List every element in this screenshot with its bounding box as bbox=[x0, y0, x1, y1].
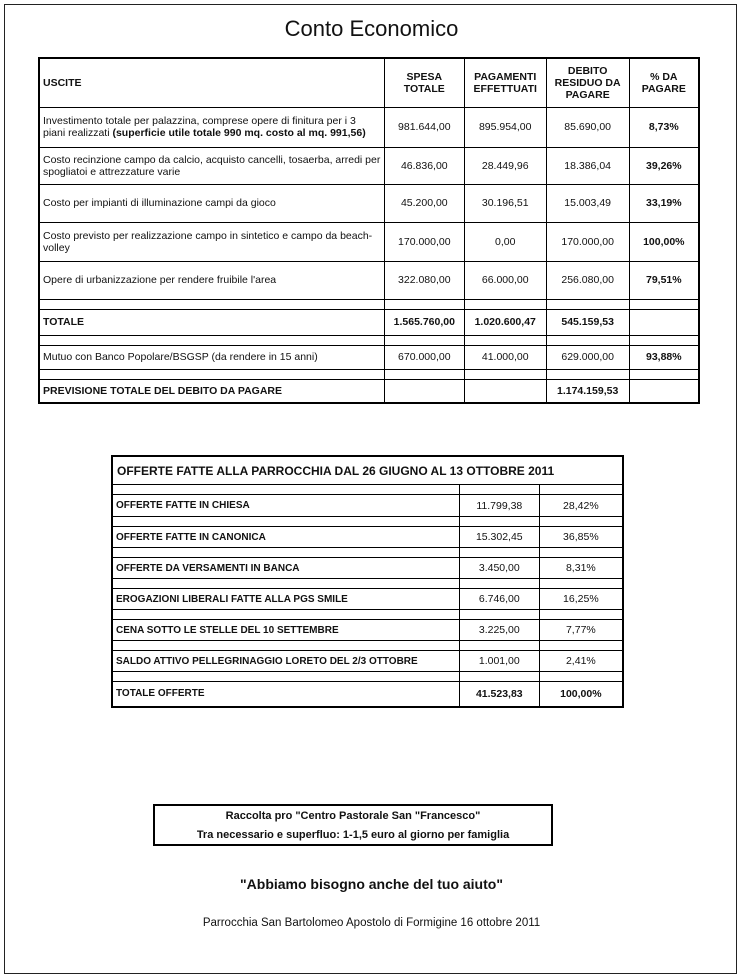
mutuo-pagamenti: 41.000,00 bbox=[464, 345, 546, 369]
table-row bbox=[112, 495, 623, 517]
offerta-label: CENA SOTTO LE STELLE DEL 10 SETTEMBRE bbox=[112, 620, 459, 641]
row-label-bold: (superficie utile totale 990 mq. costo al mq. 991,56) bbox=[112, 127, 366, 139]
previsione-debito: 1.174.159,53 bbox=[546, 379, 629, 403]
totale-debito: 545.159,53 bbox=[546, 309, 629, 335]
offerta-amount: 6.746,00 bbox=[459, 589, 539, 610]
header-perc: % DA PAGARE bbox=[629, 58, 699, 107]
row-debito: 170.000,00 bbox=[546, 222, 629, 261]
row-perc: 39,26% bbox=[629, 147, 699, 184]
offerte-totale-row bbox=[112, 682, 623, 707]
row-label: Costo recinzione campo da calcio, acquisto cancelli, tosaerba, arredi per spogliatoi e attrezzature varie bbox=[39, 147, 384, 184]
table-row bbox=[39, 107, 699, 147]
mutuo-label: Mutuo con Banco Popolare/BSGSP (da rendere in 15 anni) bbox=[39, 345, 384, 369]
offerta-label: OFFERTE FATTE IN CHIESA bbox=[112, 495, 459, 517]
previsione-row bbox=[39, 379, 699, 403]
row-spesa: 981.644,00 bbox=[384, 107, 464, 147]
spacer-row bbox=[112, 610, 623, 620]
offerte-totale-perc: 100,00% bbox=[539, 682, 623, 707]
table-row bbox=[112, 527, 623, 548]
table-row bbox=[39, 261, 699, 299]
offerte-table bbox=[111, 455, 624, 708]
table-row bbox=[39, 184, 699, 222]
offerta-amount: 15.302,45 bbox=[459, 527, 539, 548]
row-debito: 256.080,00 bbox=[546, 261, 629, 299]
uscite-header-row bbox=[39, 58, 699, 107]
row-spesa: 45.200,00 bbox=[384, 184, 464, 222]
row-label: Costo previsto per realizzazione campo in sintetico e campo da beach-volley bbox=[39, 222, 384, 261]
spacer-row bbox=[39, 299, 699, 309]
raccolta-line1: Raccolta pro "Centro Pastorale San "Francesco" bbox=[225, 810, 481, 822]
offerte-totale-label: TOTALE OFFERTE bbox=[112, 682, 459, 707]
table-row bbox=[39, 222, 699, 261]
row-spesa: 322.080,00 bbox=[384, 261, 464, 299]
row-spesa: 46.836,00 bbox=[384, 147, 464, 184]
offerta-label: SALDO ATTIVO PELLEGRINAGGIO LORETO DEL 2/3 OTTOBRE bbox=[112, 651, 459, 672]
offerta-label: OFFERTE DA VERSAMENTI IN BANCA bbox=[112, 558, 459, 579]
table-row bbox=[112, 651, 623, 672]
row-perc: 100,00% bbox=[629, 222, 699, 261]
offerta-label: EROGAZIONI LIBERALI FATTE ALLA PGS SMILE bbox=[112, 589, 459, 610]
row-debito: 15.003,49 bbox=[546, 184, 629, 222]
spacer-row bbox=[112, 548, 623, 558]
row-label: Investimento totale per palazzina, comprese opere di finitura per i 3 piani realizzati (superficie utile totale 990 mq. costo al mq. 991,56) bbox=[39, 107, 384, 147]
footer-text: Parrocchia San Bartolomeo Apostolo di Formigine 16 ottobre 2011 bbox=[202, 917, 541, 929]
offerte-title: OFFERTE FATTE ALLA PARROCCHIA DAL 26 GIUGNO AL 13 OTTOBRE 2011 bbox=[112, 456, 623, 485]
offerte-totale-amount: 41.523,83 bbox=[459, 682, 539, 707]
totale-spesa: 1.565.760,00 bbox=[384, 309, 464, 335]
mutuo-spesa: 670.000,00 bbox=[384, 345, 464, 369]
table-row bbox=[112, 620, 623, 641]
offerta-perc: 28,42% bbox=[539, 495, 623, 517]
uscite-table bbox=[38, 57, 700, 404]
spacer-row bbox=[112, 579, 623, 589]
totale-row bbox=[39, 309, 699, 335]
offerta-perc: 2,41% bbox=[539, 651, 623, 672]
row-label: Opere di urbanizzazione per rendere fruibile l'area bbox=[39, 261, 384, 299]
row-perc: 79,51% bbox=[629, 261, 699, 299]
header-uscite: USCITE bbox=[39, 58, 384, 107]
appeal-text: "Abbiamo bisogno anche del tuo aiuto" bbox=[240, 876, 503, 892]
mutuo-perc: 93,88% bbox=[629, 345, 699, 369]
spacer-row bbox=[112, 485, 623, 495]
row-spesa: 170.000,00 bbox=[384, 222, 464, 261]
previsione-label: PREVISIONE TOTALE DEL DEBITO DA PAGARE bbox=[39, 379, 384, 403]
spacer-row bbox=[112, 641, 623, 651]
row-label: Costo per impianti di illuminazione campi da gioco bbox=[39, 184, 384, 222]
totale-pagamenti: 1.020.600,47 bbox=[464, 309, 546, 335]
raccolta-box bbox=[153, 804, 553, 846]
table-row bbox=[112, 558, 623, 579]
row-pagamenti: 30.196,51 bbox=[464, 184, 546, 222]
offerta-label: OFFERTE FATTE IN CANONICA bbox=[112, 527, 459, 548]
offerta-perc: 36,85% bbox=[539, 527, 623, 548]
row-perc: 33,19% bbox=[629, 184, 699, 222]
mutuo-debito: 629.000,00 bbox=[546, 345, 629, 369]
row-debito: 18.386,04 bbox=[546, 147, 629, 184]
row-pagamenti: 28.449,96 bbox=[464, 147, 546, 184]
header-debito: DEBITO RESIDUO DA PAGARE bbox=[546, 58, 629, 107]
raccolta-line2: Tra necessario e superfluo: 1-1,5 euro al giorno per famiglia bbox=[196, 829, 510, 841]
page-title: Conto Economico bbox=[284, 16, 459, 41]
header-pagamenti: PAGAMENTI EFFETTUATI bbox=[464, 58, 546, 107]
offerta-perc: 16,25% bbox=[539, 589, 623, 610]
offerta-amount: 11.799,38 bbox=[459, 495, 539, 517]
spacer-row bbox=[112, 517, 623, 527]
table-row bbox=[112, 589, 623, 610]
offerta-perc: 8,31% bbox=[539, 558, 623, 579]
row-pagamenti: 0,00 bbox=[464, 222, 546, 261]
header-spesa-totale: SPESA TOTALE bbox=[384, 58, 464, 107]
offerta-amount: 3.450,00 bbox=[459, 558, 539, 579]
totale-label: TOTALE bbox=[39, 309, 384, 335]
offerta-amount: 3.225,00 bbox=[459, 620, 539, 641]
row-perc: 8,73% bbox=[629, 107, 699, 147]
offerte-title-row bbox=[112, 456, 623, 485]
mutuo-row bbox=[39, 345, 699, 369]
table-row bbox=[39, 147, 699, 184]
offerta-perc: 7,77% bbox=[539, 620, 623, 641]
spacer-row bbox=[112, 672, 623, 682]
spacer-row bbox=[39, 369, 699, 379]
spacer-row bbox=[39, 335, 699, 345]
row-pagamenti: 895.954,00 bbox=[464, 107, 546, 147]
row-debito: 85.690,00 bbox=[546, 107, 629, 147]
row-pagamenti: 66.000,00 bbox=[464, 261, 546, 299]
offerta-amount: 1.001,00 bbox=[459, 651, 539, 672]
